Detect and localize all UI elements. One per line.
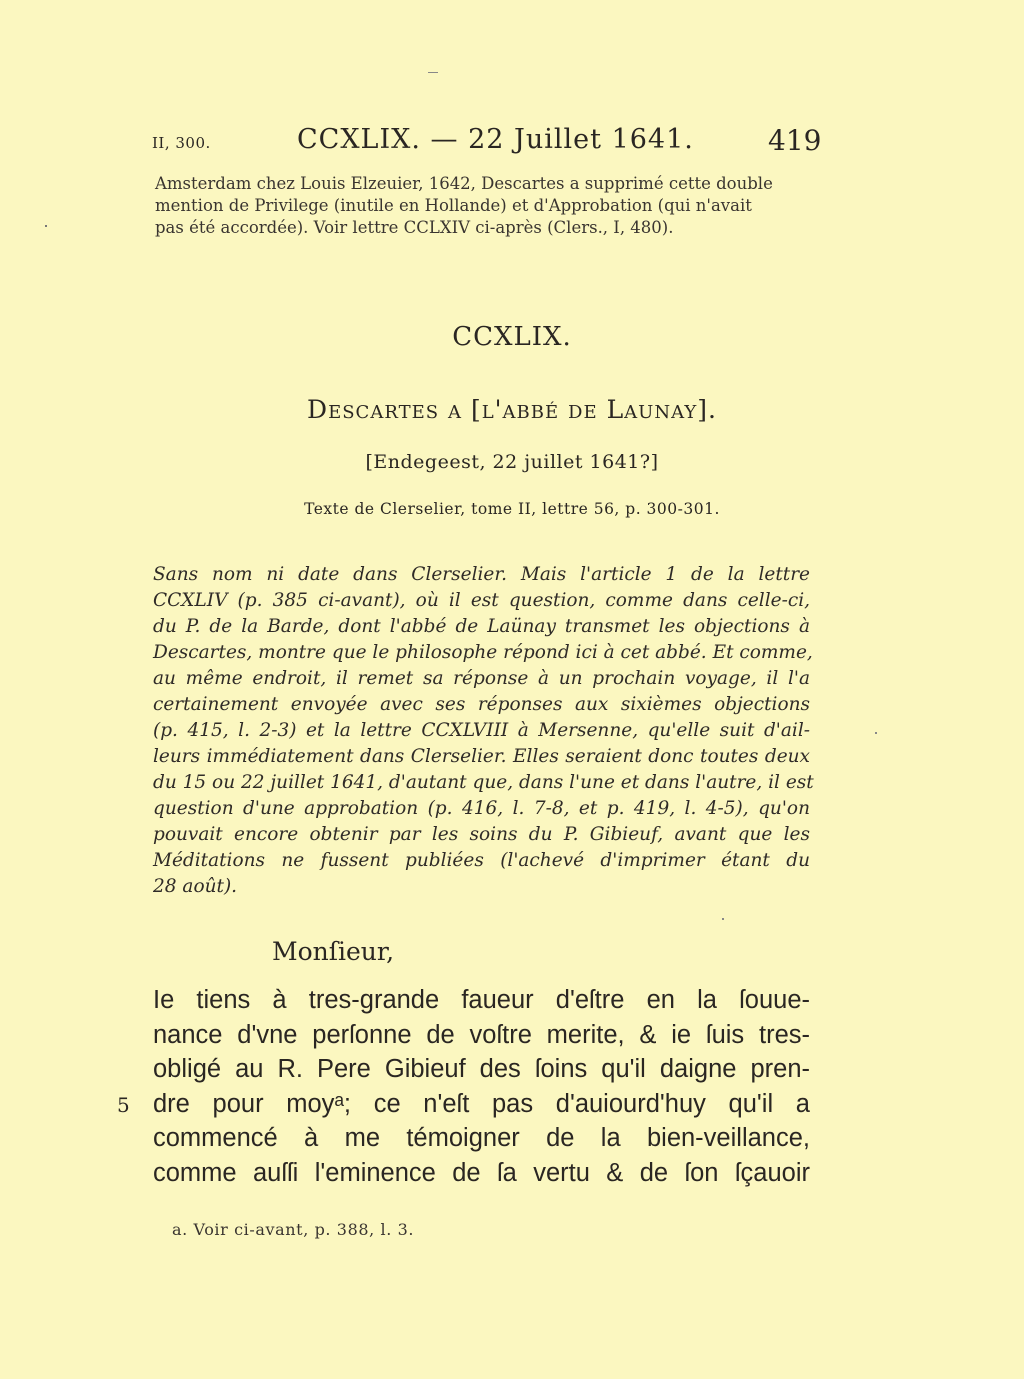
intro-line: au même endroit, il remet sa réponse à un prochain voyage, il l'a	[153, 668, 810, 689]
intro-line: Descartes, montre que le philosophe répond ici à cet abbé. Et comme,	[153, 642, 813, 663]
letter-body	[153, 983, 810, 1190]
intro-line: (p. 415, l. 2-3) et la lettre CCXLVIII à Mersenne, qu'elle suit d'ail-	[153, 720, 810, 741]
salutation: Monſieur,	[272, 937, 395, 966]
prior-letter-note	[155, 173, 811, 239]
body-line: commencé à me témoigner de la bien-veillance,	[153, 1124, 810, 1152]
print-speck	[45, 225, 47, 227]
letter-source: Texte de Clerselier, tome II, lettre 56, p. 300-301.	[304, 500, 720, 518]
intro-line: CCXLIV (p. 385 ci-avant), où il est question, comme dans celle-ci,	[153, 590, 810, 611]
editor-introduction	[153, 562, 814, 900]
body-line: obligé au R. Pere Gibieuf des ſoins qu'il daigne pren-	[153, 1055, 810, 1083]
letter-number: CCXLIX.	[452, 322, 572, 352]
intro-line: du 15 ou 22 juillet 1641, d'autant que, dans l'une et dans l'autre, il est	[153, 772, 814, 793]
intro-line: Méditations ne fussent publiées (l'achevé d'imprimer étant du	[153, 850, 810, 871]
intro-line: certainement envoyée avec ses réponses aux sixièmes objections	[153, 694, 810, 715]
letter-heading: Descartes a [l'abbé de Launay].	[307, 395, 717, 424]
intro-line: pouvait encore obtenir par les soins du P. Gibieuf, avant que les	[153, 824, 810, 845]
print-speck	[875, 732, 877, 734]
header-edition-ref: II, 300.	[152, 134, 211, 152]
line-number: 5	[117, 1093, 130, 1117]
body-line: comme auſſi l'eminence de ſa vertu & de ſon ſçauoir	[153, 1158, 810, 1187]
note-line: Amsterdam chez Louis Elzeuier, 1642, Descartes a supprimé cette double	[155, 174, 773, 193]
note-line: pas été accordée). Voir lettre CCLXIV ci-après (Clers., I, 480).	[155, 218, 674, 237]
intro-line: Sans nom ni date dans Clerselier. Mais l'article 1 de la lettre	[153, 564, 810, 585]
note-line: mention de Privilege (inutile en Hollande) et d'Approbation (qui n'avait	[155, 196, 752, 215]
running-header: CCXLIX. — 22 Juillet 1641.	[297, 124, 694, 155]
print-mark	[428, 72, 438, 73]
letter-place-date: [Endegeest, 22 juillet 1641?]	[365, 451, 659, 473]
print-speck	[722, 918, 724, 920]
body-line: dre pour moyᵃ; ce n'eſt pas d'auiourd'huy qu'il a	[153, 1089, 810, 1118]
intro-line: du P. de la Barde, dont l'abbé de Laünay transmet les objections à	[153, 616, 810, 637]
body-line: nance d'vne perſonne de voſtre merite, & ie ſuis tres-	[153, 1020, 810, 1049]
intro-line: leurs immédiatement dans Clerselier. Elles seraient donc toutes deux	[153, 746, 810, 767]
body-line: Ie tiens à tres-grande faueur d'eſtre en la ſouue-	[153, 986, 810, 1014]
intro-line: question d'une approbation (p. 416, l. 7-8, et p. 419, l. 4-5), qu'on	[153, 798, 810, 819]
footnote: a. Voir ci-avant, p. 388, l. 3.	[172, 1220, 415, 1239]
page-number: 419	[768, 124, 822, 157]
intro-line: 28 août).	[153, 876, 238, 897]
